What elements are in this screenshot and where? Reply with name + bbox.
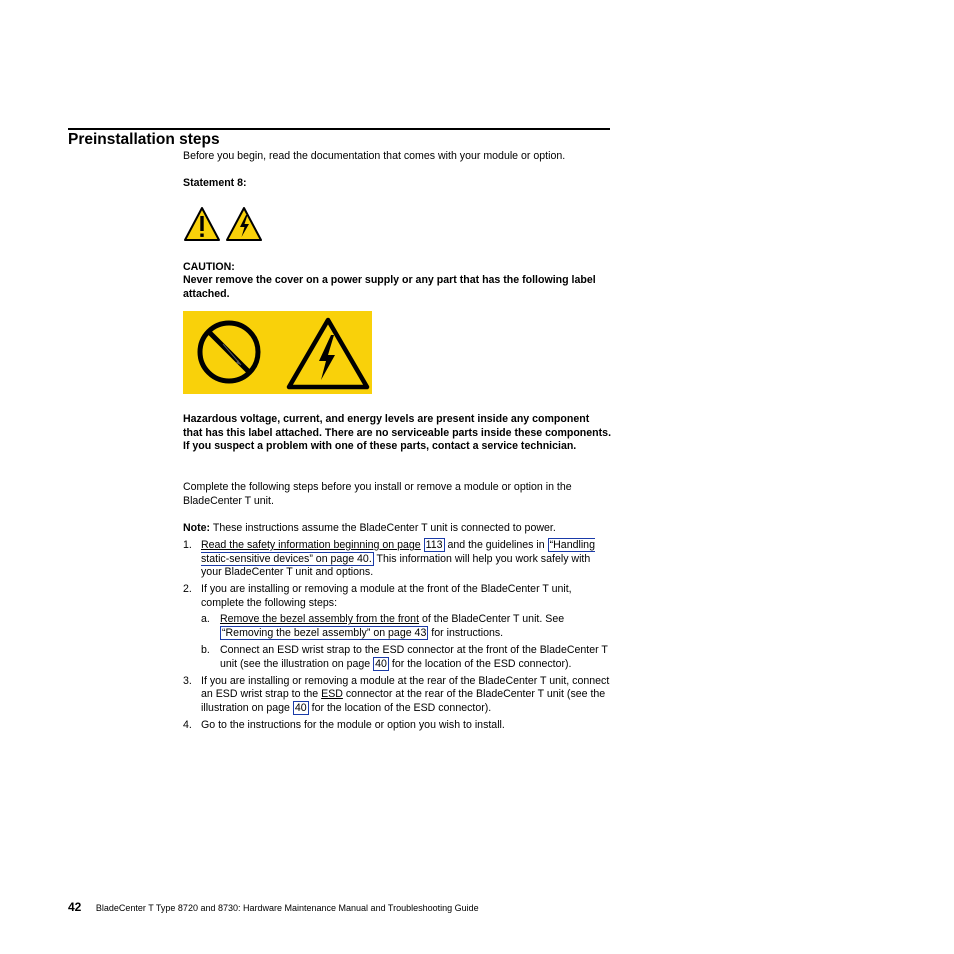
removing-bezel-ref-link[interactable]: “Removing the bezel assembly” on page 43 [222,627,427,640]
hazard-label-image [183,311,372,394]
hazard-text: Hazardous voltage, current, and energy levels are present inside any component that has this label attached. There are no serviceable parts inside these components. If you suspect a problem with one of these parts, contact a service technician. [183,413,612,453]
step-2 [183,583,613,671]
note [183,522,613,536]
steps-list [183,539,613,736]
heading-rule [68,128,610,130]
substep-letter: a. [201,613,210,626]
statement-icons [183,206,263,242]
remove-bezel-link[interactable]: Remove the bezel assembly from the front [220,613,420,626]
step-text: of the BladeCenter T unit. See [421,613,565,626]
hazard-label-icons [183,311,372,394]
step-text: for instructions. [431,627,504,640]
step-text: If you are installing or removing a module at the front of the BladeCenter T unit, complete the following steps: [201,583,572,609]
note-text: These instructions assume the BladeCenter T unit is connected to power. [212,522,556,534]
substep-b [201,644,613,671]
step-3 [183,675,613,716]
safety-info-link[interactable]: Read the safety information beginning on page [201,539,421,551]
page-ref-link[interactable]: 40 [375,657,387,670]
step-text: for the location of the ESD connector). [391,657,572,670]
step-text: for the location of the ESD connector). [311,702,492,715]
caution-text: Never remove the cover on a power supply or any part that has the following label attached. [183,274,596,300]
step-1 [183,539,613,580]
step-text: and the guidelines in [447,539,545,551]
step-number: 4. [183,719,192,732]
page-ref-link[interactable]: 40 [294,702,307,715]
footer-text: BladeCenter T Type 8720 and 8730: Hardware Maintenance Manual and Troubleshooting Guide [95,903,479,913]
step-text: This information will help you work safely with your BladeCenter T unit and options. [201,552,591,579]
substep-letter: b. [201,644,210,657]
page-footer [68,900,479,914]
statement-label: Statement 8: [183,177,247,189]
page-title: Preinstallation steps [68,131,220,148]
step-number: 1. [183,539,192,551]
caution-triangle-icon [183,206,221,242]
complete-steps-text: Complete the following steps before you install or remove a module or option in the BladeCenter T unit. [183,481,572,507]
step-text: If you are installing or removing a module at the rear of the BladeCenter T unit, connect an ESD wrist strap to the [201,674,610,701]
caution-label: CAUTION: [183,261,235,273]
substep-a [201,613,613,640]
esd-link[interactable]: ESD [321,688,343,701]
intro-text: Before you begin, read the documentation that comes with your module or option. [183,150,566,162]
electrical-hazard-icon [225,206,263,242]
note-label: Note: [183,522,211,534]
step-text: connector at the rear of the BladeCenter T unit (see the illustration on page [201,688,606,715]
step-4 [183,719,613,733]
static-devices-link[interactable]: “Handling static-sensitive devices” on page 40. [201,539,595,565]
step-text: Connect an ESD wrist strap to the ESD connector at the front of the BladeCenter T unit (see the illustration on page [220,644,608,670]
page-ref-link[interactable]: 113 [425,539,443,551]
step-number: 2. [183,583,192,596]
step-text: Go to the instructions for the module or option you wish to install. [201,719,505,732]
page-number: 42 [68,900,82,914]
step-number: 3. [183,674,192,687]
